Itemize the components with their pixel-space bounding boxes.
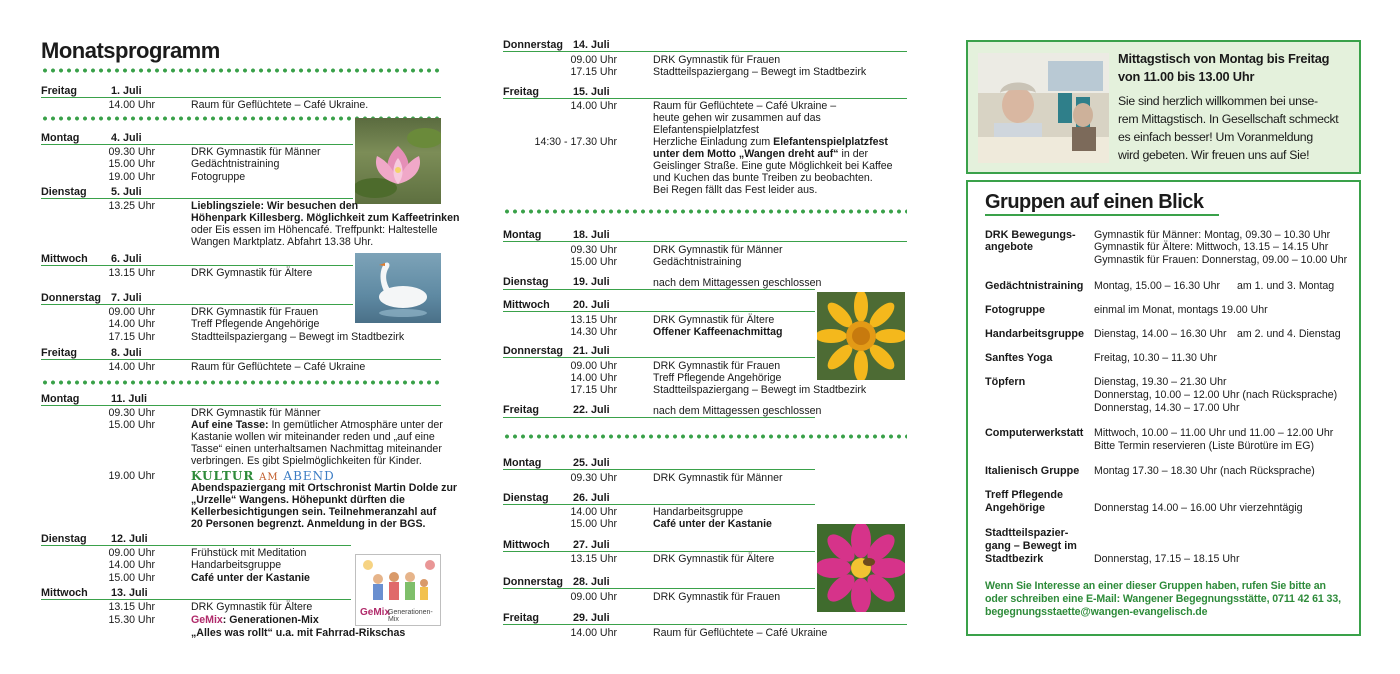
event: nach dem Mittagessen geschlossen — [653, 405, 822, 417]
underline — [503, 357, 815, 358]
time: 13.15 Uhr — [108, 267, 155, 279]
time: 09.30 Uhr — [108, 146, 155, 158]
event: Raum für Geflüchtete – Café Ukraine. — [191, 99, 369, 111]
event: „Urzelle“ Wangens. Höhepunkt dürften die — [191, 494, 405, 506]
underline — [503, 417, 815, 418]
event: Stadtteilspaziergang – Bewegt im Stadtbezirk — [653, 66, 867, 78]
time: 09.00 Uhr — [570, 360, 617, 372]
time: 15.00 Uhr — [570, 256, 617, 268]
group-value: Montag 17.30 – 18.30 Uhr (nach Rücksprache) — [1094, 465, 1315, 477]
day-label: Mittwoch — [41, 587, 88, 599]
event: Elefantenspielplatzfest — [653, 124, 760, 136]
day-label: Dienstag — [503, 276, 549, 288]
date-label: 1. Juli — [111, 85, 142, 97]
event: heute gehen wir zusammen auf das — [653, 112, 821, 124]
event: DRK Gymnastik für Männer — [191, 146, 321, 158]
underline — [503, 551, 815, 552]
event: Wangen Marktplatz. Abfahrt 13.38 Uhr. — [191, 236, 374, 248]
event-title: Elefantenspielplatzfest — [773, 136, 888, 148]
date-label: 5. Juli — [111, 186, 142, 198]
time: 17.15 Uhr — [570, 66, 617, 78]
event — [653, 148, 868, 160]
date-label: 26. Juli — [573, 492, 610, 504]
divider — [503, 434, 907, 439]
event: Handarbeitsgruppe — [191, 559, 282, 571]
event-desc: : Generationen-Mix — [222, 614, 319, 626]
event: Café unter der Kastanie — [191, 572, 310, 584]
event: Handarbeitsgruppe — [653, 506, 744, 518]
day-label: Montag — [503, 457, 542, 469]
lunch-text: rem Mittagstisch. In Gesellschaft schmeckt — [1118, 112, 1339, 126]
event: nach dem Mittagessen geschlossen — [653, 277, 822, 289]
group-value: Donnerstag, 14.30 – 17.00 Uhr — [1094, 402, 1240, 414]
groups-footer: Wenn Sie Interesse an einer dieser Gruppen haben, rufen Sie bitte an — [985, 580, 1326, 592]
date-label: 29. Juli — [573, 612, 610, 624]
event: Stadtteilspaziergang – Bewegt im Stadtbezirk — [191, 331, 405, 343]
event: Treff Pflegende Angehörige — [191, 318, 320, 330]
date-label: 27. Juli — [573, 539, 610, 551]
time: 17.15 Uhr — [570, 384, 617, 396]
date-label: 20. Juli — [573, 299, 610, 311]
time: 14.00 Uhr — [570, 372, 617, 384]
group-value: Freitag, 10.30 – 11.30 Uhr — [1094, 352, 1217, 364]
underline — [41, 405, 441, 406]
time: 13.15 Uhr — [570, 314, 617, 326]
underline — [503, 241, 907, 242]
date-label: 18. Juli — [573, 229, 610, 241]
day-label: Montag — [41, 393, 80, 405]
group-value: einmal im Monat, montags 19.00 Uhr — [1094, 304, 1268, 316]
underline — [41, 97, 441, 98]
day-label: Freitag — [503, 86, 539, 98]
time: 15.00 Uhr — [570, 518, 617, 530]
pink-flower-photo — [817, 524, 905, 612]
group-value: Gymnastik für Ältere: Mittwoch, 13.15 – 14.15 Uhr — [1094, 241, 1329, 253]
event: Tasse“ einen unterhaltsamen Nachmittag miteinander — [191, 443, 442, 455]
group-value: am 2. und 4. Dienstag — [1237, 328, 1341, 340]
date-label: 11. Juli — [111, 393, 148, 405]
lunch-text: es einfach besser! Um Voranmeldung — [1118, 130, 1313, 144]
event: DRK Gymnastik für Ältere — [191, 601, 313, 613]
group-value: Montag, 15.00 – 16.30 Uhr — [1094, 280, 1221, 292]
divider — [41, 380, 441, 385]
day-label: Donnerstag — [503, 39, 563, 51]
time: 15.30 Uhr — [108, 614, 155, 626]
time: 14:30 - 17.30 Uhr — [534, 136, 617, 148]
time: 14.00 Uhr — [570, 627, 617, 639]
time: 14.00 Uhr — [570, 506, 617, 518]
day-label: Freitag — [41, 347, 77, 359]
lotus-photo — [355, 118, 441, 204]
day-label: Mittwoch — [503, 539, 550, 551]
event: Kastanie wollen wir miteinander reden und „auf eine — [191, 431, 435, 443]
event-motto: unter dem Motto „Wangen dreht auf“ — [653, 148, 839, 160]
time: 14.00 Uhr — [108, 361, 155, 373]
logo-word: KULTUR — [191, 469, 255, 483]
event: DRK Gymnastik für Männer — [191, 407, 321, 419]
time: 09.30 Uhr — [570, 472, 617, 484]
underline — [503, 624, 907, 625]
time: 14.00 Uhr — [108, 318, 155, 330]
time: 09.00 Uhr — [570, 591, 617, 603]
logo-word: ABEND — [283, 469, 335, 483]
group-value: Mittwoch, 10.00 – 11.00 Uhr und 11.00 – 12.00 Uhr — [1094, 427, 1334, 439]
event: Frühstück mit Meditation — [191, 547, 307, 559]
event — [191, 419, 443, 431]
event: DRK Gymnastik für Frauen — [653, 54, 781, 66]
underline — [41, 198, 353, 199]
event: „Alles was rollt“ u.a. mit Fahrrad-Rikschas — [191, 627, 406, 639]
event: Raum für Geflüchtete – Café Ukraine – — [653, 100, 837, 112]
underline — [503, 311, 815, 312]
event: Stadtteilspaziergang – Bewegt im Stadtbezirk — [653, 384, 867, 396]
day-label: Dienstag — [41, 186, 87, 198]
time: 15.00 Uhr — [108, 419, 155, 431]
event: Raum für Geflüchtete – Café Ukraine — [191, 361, 366, 373]
event: DRK Gymnastik für Ältere — [191, 267, 313, 279]
event-desc: in der — [838, 148, 869, 160]
time: 09.00 Uhr — [570, 54, 617, 66]
underline — [503, 469, 815, 470]
date-label: 12. Juli — [111, 533, 148, 545]
kultur-am-abend-logo — [191, 469, 335, 483]
time: 09.00 Uhr — [108, 306, 155, 318]
group-label: DRK Bewegungs- — [985, 229, 1076, 241]
underline — [503, 588, 815, 589]
event: DRK Gymnastik für Ältere — [653, 314, 775, 326]
date-label: 21. Juli — [573, 345, 610, 357]
event: DRK Gymnastik für Männer — [653, 244, 783, 256]
time: 13.15 Uhr — [108, 601, 155, 613]
event: Geislinger Straße. Eine gute Möglichkeit bei Kaffee — [653, 160, 893, 172]
time: 19.00 Uhr — [108, 171, 155, 183]
day-label: Montag — [503, 229, 542, 241]
underline — [41, 545, 351, 546]
group-value: Dienstag, 14.00 – 16.30 Uhr — [1094, 328, 1227, 340]
day-label: Donnerstag — [503, 576, 563, 588]
event — [653, 136, 888, 148]
time: 19.00 Uhr — [108, 470, 155, 482]
day-label: Freitag — [41, 85, 77, 97]
time: 09.00 Uhr — [108, 547, 155, 559]
event: 20 Personen begrenzt. Anmeldung in der BGS. — [191, 518, 426, 530]
date-label: 28. Juli — [573, 576, 610, 588]
group-label: Töpfern — [985, 376, 1026, 388]
day-label: Dienstag — [503, 492, 549, 504]
divider — [503, 209, 907, 214]
event: Offener Kaffeenachmittag — [653, 326, 783, 338]
lunch-text: Sie sind herzlich willkommen bei unse- — [1118, 94, 1318, 108]
event: DRK Gymnastik für Ältere — [653, 553, 775, 565]
underline — [41, 304, 353, 305]
day-label: Dienstag — [41, 533, 87, 545]
event-title: Auf eine Tasse: — [191, 419, 269, 431]
gemix-logo — [355, 554, 441, 626]
day-label: Donnerstag — [41, 292, 101, 304]
group-label: Italienisch Gruppe — [985, 465, 1080, 477]
date-label: 6. Juli — [111, 253, 142, 265]
swan-photo — [355, 253, 441, 323]
time: 15.00 Uhr — [108, 158, 155, 170]
time: 14.30 Uhr — [570, 326, 617, 338]
group-value: Dienstag, 19.30 – 21.30 Uhr — [1094, 376, 1227, 388]
group-label: Sanftes Yoga — [985, 352, 1053, 364]
group-value: Donnerstag 14.00 – 16.00 Uhr vierzehntägig — [1094, 502, 1303, 514]
time: 13.15 Uhr — [570, 553, 617, 565]
underline — [41, 265, 353, 266]
group-label: Treff Pflegende — [985, 489, 1063, 501]
event: Café unter der Kastanie — [653, 518, 772, 530]
lunch-time: von 11.00 bis 13.00 Uhr — [1118, 69, 1255, 84]
event: Abendspaziergang mit Ortschronist Martin Dolde zur — [191, 482, 458, 494]
event: Raum für Geflüchtete – Café Ukraine — [653, 627, 828, 639]
underline — [41, 359, 441, 360]
underline — [503, 289, 815, 290]
lunch-text: wird gebeten. Wir freuen uns auf Sie! — [1118, 148, 1310, 162]
event: Lieblingsziele: Wir besuchen den — [191, 200, 359, 212]
group-value: Donnerstag, 10.00 – 12.00 Uhr (nach Rücksprache) — [1094, 389, 1338, 401]
group-value: am 1. und 3. Montag — [1237, 280, 1335, 292]
event-desc: In gemütlicher Atmosphäre unter der — [268, 419, 443, 431]
event: Gedächtnistraining — [653, 256, 742, 268]
event: DRK Gymnastik für Frauen — [653, 591, 781, 603]
group-label: Handarbeitsgruppe — [985, 328, 1084, 340]
underline — [503, 98, 907, 99]
date-label: 19. Juli — [573, 276, 610, 288]
event: DRK Gymnastik für Männer — [653, 472, 783, 484]
event: Fotogruppe — [191, 171, 246, 183]
date-label: 15. Juli — [573, 86, 610, 98]
underline — [41, 599, 351, 600]
event: oder Eis essen im Höhencafé. Treffpunkt: Haltestelle — [191, 224, 438, 236]
event: DRK Gymnastik für Frauen — [191, 306, 319, 318]
group-value: Bitte Termin reservieren (Liste Bürotüre im EG) — [1094, 440, 1314, 452]
date-label: 4. Juli — [111, 132, 142, 144]
group-value: Gymnastik für Frauen: Donnerstag, 09.00 – 10.00 Uhr — [1094, 254, 1348, 266]
lunch-title: Mittagstisch von Montag bis Freitag — [1118, 51, 1330, 66]
time: 14.00 Uhr — [108, 559, 155, 571]
group-label: gang – Bewegt im — [985, 540, 1077, 552]
day-label: Freitag — [503, 404, 539, 416]
event: Bei Regen fällt das Fest leider aus. — [653, 184, 818, 196]
group-label: Stadtbezirk — [985, 553, 1044, 565]
contact-email[interactable]: begegnungsstaette@wangen-evangelisch.de — [985, 606, 1208, 618]
group-label: Stadtteilspazier- — [985, 527, 1069, 539]
time: 17.15 Uhr — [108, 331, 155, 343]
event: Gedächtnistraining — [191, 158, 280, 170]
time: 14.00 Uhr — [570, 100, 617, 112]
logo-word: AM — [259, 472, 279, 483]
underline — [503, 51, 907, 52]
title-underline — [985, 214, 1219, 216]
group-label: Gedächtnistraining — [985, 280, 1084, 292]
gemix-logo-sub: Generationen-Mix — [388, 609, 433, 623]
page-title: Monatsprogramm — [41, 38, 220, 63]
event: DRK Gymnastik für Frauen — [653, 360, 781, 372]
time: 09.30 Uhr — [570, 244, 617, 256]
gemix-word: GeMix — [191, 614, 223, 626]
group-value: Donnerstag, 17.15 – 18.15 Uhr — [1094, 553, 1240, 565]
event: verbringen. Es gibt Spielmöglichkeiten für Kinder. — [191, 455, 422, 467]
time: 15.00 Uhr — [108, 572, 155, 584]
day-label: Montag — [41, 132, 80, 144]
group-label: Fotogruppe — [985, 304, 1045, 316]
divider — [41, 68, 441, 73]
lunch-photo — [978, 53, 1109, 163]
underline — [41, 144, 353, 145]
time: 13.25 Uhr — [108, 200, 155, 212]
date-label: 7. Juli — [111, 292, 142, 304]
day-label: Mittwoch — [503, 299, 550, 311]
yellow-flower-photo — [817, 292, 905, 380]
event-desc: Herzliche Einladung zum — [653, 136, 774, 148]
day-label: Mittwoch — [41, 253, 88, 265]
date-label: 14. Juli — [573, 39, 610, 51]
groups-footer: oder schreiben eine E-Mail: Wangener Begegnungsstätte, 0711 42 61 33, — [985, 593, 1341, 605]
time: 09.30 Uhr — [108, 407, 155, 419]
time: 14.00 Uhr — [108, 99, 155, 111]
date-label: 13. Juli — [111, 587, 148, 599]
day-label: Donnerstag — [503, 345, 563, 357]
date-label: 22. Juli — [573, 404, 610, 416]
event: Treff Pflegende Angehörige — [653, 372, 782, 384]
group-label: Computerwerkstatt — [985, 427, 1084, 439]
event: Kellerbesichtigungen sein. Teilnehmeranzahl auf — [191, 506, 437, 518]
event: und Kuchen das bunte Treiben zu beobachten. — [653, 172, 873, 184]
date-label: 8. Juli — [111, 347, 142, 359]
gemix-logo-word: GeMix — [360, 607, 391, 618]
groups-title: Gruppen auf einen Blick — [985, 191, 1204, 213]
group-label: angebote — [985, 241, 1033, 253]
event — [191, 614, 319, 626]
date-label: 25. Juli — [573, 457, 610, 469]
day-label: Freitag — [503, 612, 539, 624]
underline — [503, 504, 815, 505]
group-label: Angehörige — [985, 502, 1045, 514]
group-value: Gymnastik für Männer: Montag, 09.30 – 10.30 Uhr — [1094, 229, 1331, 241]
event: Höhenpark Killesberg. Möglichkeit zum Kaffeetrinken — [191, 212, 460, 224]
